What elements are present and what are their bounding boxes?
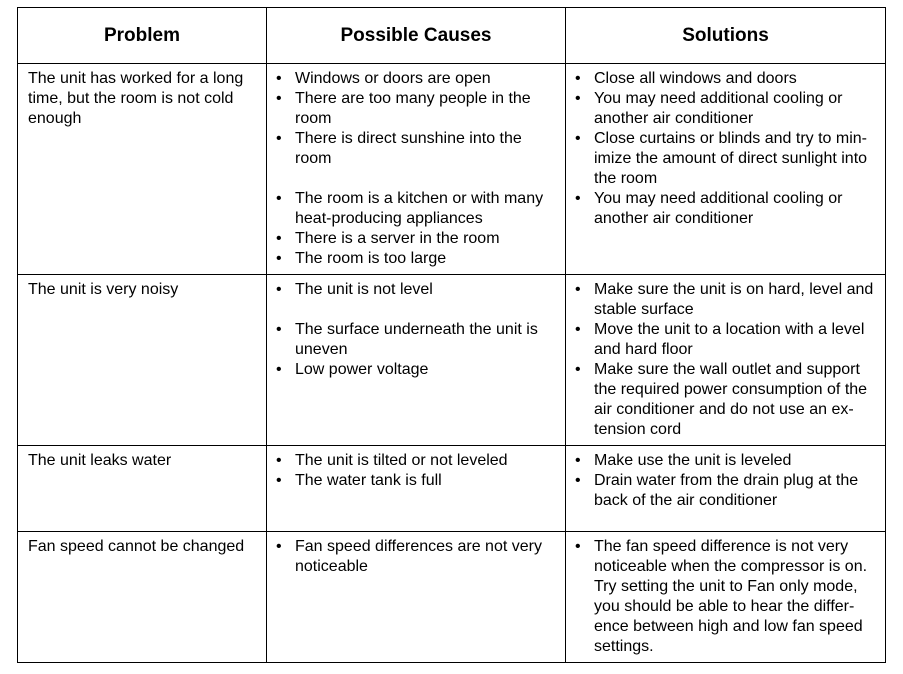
list-item: • Close curtains or blinds and try to min-imize the amount of direct sunlight into the room [572,129,879,189]
solutions-cell [566,275,886,446]
list-item: • The room is a kitchen or with many heat-producing appliances [273,189,559,229]
causes-list [273,451,559,491]
problem-cell: The unit has worked for a long time, but the room is not cold enough [18,64,267,275]
solutions-list [572,537,879,657]
causes-cell [267,446,566,532]
list-item: • The unit is not level [273,280,559,300]
list-item: • Drain water from the drain plug at the back of the air conditioner [572,471,879,511]
causes-list [273,69,559,269]
solutions-list [572,451,879,511]
solutions-cell [566,64,886,275]
causes-cell [267,64,566,275]
list-item: • You may need additional cooling or another air conditioner [572,189,879,229]
list-item: • Fan speed differences are not very noticeable [273,537,559,577]
list-item: • The room is too large [273,249,559,269]
list-item: • There is a server in the room [273,229,559,249]
list-item: • You may need additional cooling or another air conditioner [572,89,879,129]
list-item: • Make use the unit is leveled [572,451,879,471]
list-item: • Low power voltage [273,360,559,380]
list-item: • Windows or doors are open [273,69,559,89]
table-row [18,532,886,663]
list-item: • Close all windows and doors [572,69,879,89]
causes-cell [267,532,566,663]
solutions-cell [566,532,886,663]
list-item: • The unit is tilted or not leveled [273,451,559,471]
troubleshooting-table [17,7,886,663]
list-item: • Make sure the wall outlet and support the required power consumption of the air conditioner and do not use an ex-tension cord [572,360,879,440]
causes-list [273,280,559,380]
list-item: • There is direct sunshine into the room [273,129,559,169]
list-item: • The water tank is full [273,471,559,491]
solutions-cell [566,446,886,532]
problem-cell: Fan speed cannot be changed [18,532,267,663]
list-item: • The surface underneath the unit is uneven [273,320,559,360]
solutions-list [572,280,879,440]
problem-cell: The unit is very noisy [18,275,267,446]
solutions-list [572,69,879,229]
table-row [18,64,886,275]
table-row [18,446,886,532]
list-item: • The fan speed difference is not very noticeable when the compressor is on. Try setting the unit to Fan only mode, you should be able to hear the differ-ence between high and low fan speed settings. [572,537,879,657]
table-row [18,275,886,446]
list-item: • There are too many people in the room [273,89,559,129]
list-item: • Move the unit to a location with a level and hard floor [572,320,879,360]
causes-list [273,537,559,577]
list-item: • Make sure the unit is on hard, level and stable surface [572,280,879,320]
header-row [18,8,886,64]
causes-cell [267,275,566,446]
header-solutions: Solutions [566,8,886,64]
problem-cell: The unit leaks water [18,446,267,532]
header-problem: Problem [18,8,267,64]
header-possible-causes: Possible Causes [267,8,566,64]
